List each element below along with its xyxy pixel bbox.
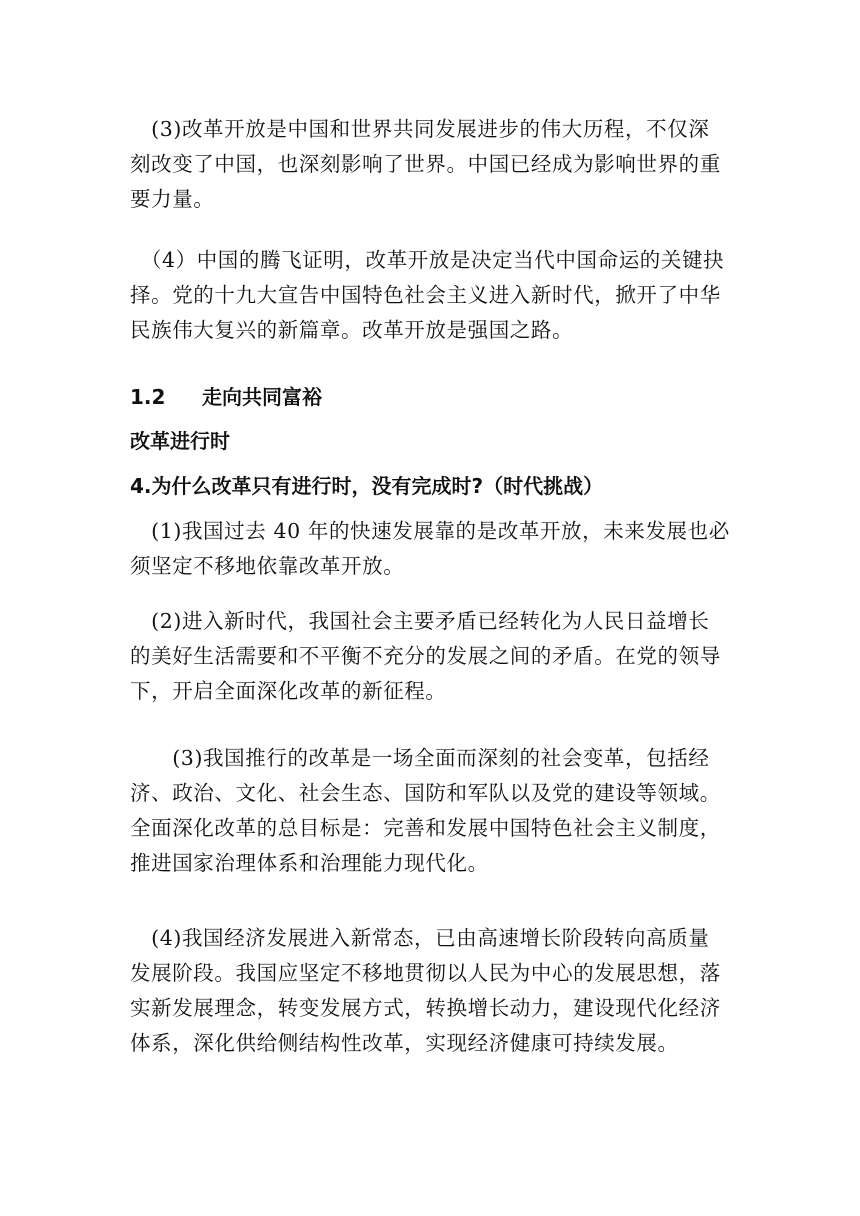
paragraph-reform-world-impact xyxy=(130,112,730,217)
answer-point-1 xyxy=(130,514,730,584)
text-line: 实新发展理念，转变发展方式，转换增长动力，建设现代化经济 xyxy=(130,996,721,1020)
text-line: (2)进入新时代，我国社会主要矛盾已经转化为人民日益增长 xyxy=(130,609,710,633)
answer-point-4 xyxy=(130,921,730,1061)
answer-point-3 xyxy=(130,741,730,881)
section-title: 走向共同富裕 xyxy=(202,385,322,409)
text-line: 须坚定不移地依靠改革开放。 xyxy=(130,554,405,578)
text-line: 的美好生活需要和不平衡不充分的发展之间的矛盾。在党的领导 xyxy=(130,644,721,668)
text-line: 全面深化改革的总目标是：完善和发展中国特色社会主义制度， xyxy=(130,816,721,840)
subsection-heading: 改革进行时 xyxy=(130,429,230,453)
text-line: 择。党的十九大宣告中国特色社会主义进入新时代，掀开了中华 xyxy=(130,283,721,307)
text-line: 要力量。 xyxy=(130,187,215,211)
text-line: (4)我国经济发展进入新常态，已由高速增长阶段转向高质量 xyxy=(130,926,710,950)
paragraph-key-choice xyxy=(130,243,730,348)
text-line: 发展阶段。我国应坚定不移地贯彻以人民为中心的发展思想，落 xyxy=(130,961,721,985)
text-line: 下，开启全面深化改革的新征程。 xyxy=(130,679,447,703)
text-line: 民族伟大复兴的新篇章。改革开放是强国之路。 xyxy=(130,318,574,342)
text-line: (1)我国过去 40 年的快速发展靠的是改革开放，未来发展也必 xyxy=(130,519,730,543)
text-line: (3)我国推行的改革是一场全面而深刻的社会变革，包括经 xyxy=(130,746,710,770)
section-heading xyxy=(130,382,322,412)
text-line: 体系，深化供给侧结构性改革，实现经济健康可持续发展。 xyxy=(130,1031,679,1055)
question-heading: 4.为什么改革只有进行时，没有完成时?（时代挑战） xyxy=(130,474,604,498)
text-line: (3)改革开放是中国和世界共同发展进步的伟大历程，不仅深 xyxy=(130,117,710,141)
text-line: 推进国家治理体系和治理能力现代化。 xyxy=(130,851,489,875)
answer-point-2 xyxy=(130,604,730,709)
text-line: （4）中国的腾飞证明，改革开放是决定当代中国命运的关键抉 xyxy=(130,248,725,272)
text-line: 刻改变了中国，也深刻影响了世界。中国已经成为影响世界的重 xyxy=(130,152,721,176)
text-line: 济、政治、文化、社会生态、国防和军队以及党的建设等领域。 xyxy=(130,781,721,805)
section-number: 1.2 xyxy=(130,385,166,409)
